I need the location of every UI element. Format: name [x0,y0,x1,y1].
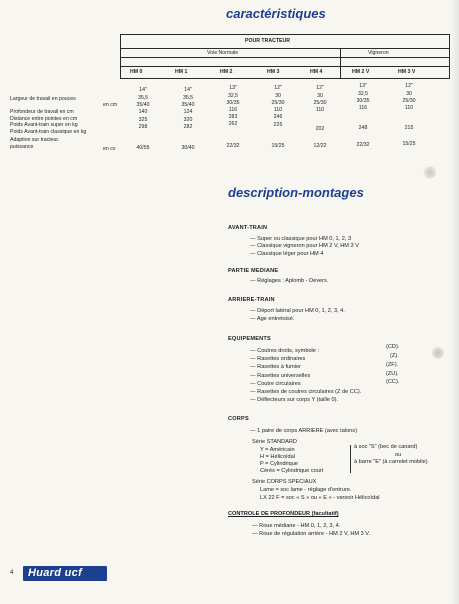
table-cell: 248 [358,125,368,131]
table-cell: 15/25 [271,143,285,149]
table-cell: 225 [273,122,283,128]
table-cell: 25/30 [402,98,416,104]
table-rule [340,48,341,78]
table-cell: 30 [317,93,323,99]
section-title-caracteristiques: caractéristiques [226,6,326,21]
table-cell: 246 [273,114,283,120]
table-cell: 282 [183,124,193,130]
table-cell: 35,5 [137,95,149,101]
section-heading: PARTIE MEDIANE [228,268,279,274]
table-cell: 202 [315,126,325,132]
table-cell: 14" [184,87,192,93]
list-item: — Super ou classique pour HM 0, 1, 2, 3 [250,236,352,242]
list-item: — Roue de régulation arrière - HM 2 V, HM 3 V. [252,531,371,537]
equipment-code: (ZU). [386,371,399,377]
list-item: — Coutre circulaires [250,381,301,387]
list-item: — Roue médiane - HM 0, 1, 2, 3, 4. [252,523,341,529]
model-header: HM 3 [267,69,280,75]
table-rule [120,57,450,58]
table-rule [120,66,450,67]
equipment-code: (CD). [386,344,400,350]
model-header: HM 3 V [398,69,416,75]
list-item: H = Hélicoïdal [260,454,295,460]
table-cell: 12" [316,85,324,91]
row-label: en cv [103,146,116,152]
table-cell: 35/40 [136,102,150,108]
section-heading: CORPS [228,416,249,422]
smudge-decoration [423,166,437,179]
list-item: — Déflecteurs sur corps Y (taille 0). [250,397,339,403]
table-cell: 140 [138,109,148,115]
table-cell: 283 [228,114,238,120]
group-header-voie-normale: Voie Normale [207,50,239,56]
table-rule [120,34,450,35]
soc-s-note: à soc "S" (bec de canard) [354,444,418,450]
list-item: — Rasettes à fumier [250,364,301,370]
row-label: en cm [103,102,118,108]
list-item: — Coutres droits, symbole : [250,348,320,354]
table-cell: 124 [183,109,193,115]
equipment-code: (ZF). [386,362,399,368]
row-label: Poids Avant-train super en kg [10,122,78,128]
table-cell: 35/40 [181,102,195,108]
table-cell: 30/35 [226,100,240,106]
list-item: — Rasettes de coutres circulaires (Z de CC). [250,389,362,395]
table-cell: 30 [406,91,412,97]
table-cell: 298 [138,124,148,130]
row-label: Poids Avant-train classique en kg [10,129,87,135]
table-cell: 25/30 [313,100,327,106]
brace-line [350,445,351,473]
list-item: LX 22 F = soc « S » ou « E » - versoir Hélicoïdal [260,495,380,501]
list-item: Lame = soc lame - réglage d'entrure. [260,487,352,493]
section-heading: AVANT-TRAIN [228,225,268,231]
list-item: — Classique léger pour HM 4 [250,251,324,257]
table-top-header: POUR TRACTEUR [245,38,290,44]
table-cell: 30/35 [356,98,370,104]
table-cell: 22/32 [226,143,240,149]
table-cell: 110 [273,107,283,113]
row-label: Profondeur de travail en cm [10,109,74,115]
smudge-decoration [432,346,444,360]
list-item: Y = Américain [260,447,295,453]
table-cell: 40/55 [136,145,150,151]
table-cell: 32,5 [227,93,239,99]
group-header-vigneron: Vigneron [368,50,389,56]
list-item: — Réglages : Aplomb - Devers. [250,278,329,284]
table-cell: 262 [228,121,238,127]
list-item: — 1 paire de corps ARRIERE (avec talons) [250,428,357,434]
list-item: — Déport latéral pour HM 0, 1, 2, 3, 4. [250,308,345,314]
list-item: — Age entretoisé. [250,316,295,322]
table-cell: 116 [358,105,368,111]
model-header: HM 0 [130,69,143,75]
list-item: Cérès = Cylindrique court [260,468,324,474]
sub-heading: Série CORPS SPECIAUX [252,479,317,485]
table-cell: 32,5 [357,91,369,97]
row-label: puissance [10,144,34,150]
page-edge-shadow [451,0,459,604]
section-heading: ARRIERE-TRAIN [228,297,275,303]
row-label: Distance entre pointes en cm [10,116,78,122]
table-rule [120,78,450,79]
table-cell: 30 [275,93,281,99]
model-header: HM 2 V [352,69,370,75]
table-cell: 13" [359,83,367,89]
page-number: 4 [10,570,14,576]
model-header: HM 2 [220,69,233,75]
section-heading: EQUIPEMENTS [228,336,271,342]
list-item: — Rasettes ordinaires [250,356,306,362]
model-header: HM 4 [310,69,323,75]
table-cell: 12" [274,85,282,91]
table-cell: 22/32 [356,142,370,148]
model-header: HM 1 [175,69,188,75]
table-cell: 320 [183,117,193,123]
list-item: — Rasettes universelles [250,373,311,379]
table-cell: 35,5 [182,95,194,101]
table-cell: 13" [229,85,237,91]
table-cell: 12" [405,83,413,89]
table-cell: 12/22 [313,143,327,149]
sub-heading: Série STANDARD [252,439,297,445]
row-label: Adaption sur tracteur. [10,137,60,143]
table-cell: 15/25 [402,141,416,147]
barre-e-note: à barre "E" (à carrelet mobile) [354,459,428,465]
row-label: Largeur de travail en pouces [10,96,76,102]
equipment-code: (Z). [390,353,399,359]
table-cell: 110 [404,105,414,111]
table-cell: 14" [139,87,147,93]
table-cell: 116 [228,107,238,113]
brand-logo-text: Huard ucf [28,567,83,579]
table-cell: 110 [315,107,325,113]
list-item: — Classique vigneron pour HM 2 V, HM 3 V [250,243,359,249]
table-cell: 325 [138,117,148,123]
section-title-description-montages: description-montages [228,185,364,200]
equipment-code: (CC). [386,379,400,385]
list-item: P = Cylindrique [260,461,298,467]
ou-note: ou [395,452,402,458]
table-cell: 25/30 [271,100,285,106]
table-cell: 30/40 [181,145,195,151]
table-cell: 215 [404,125,414,131]
section-heading: CONTROLE DE PROFONDEUR (facultatif) [228,511,339,517]
table-rule [120,48,450,49]
